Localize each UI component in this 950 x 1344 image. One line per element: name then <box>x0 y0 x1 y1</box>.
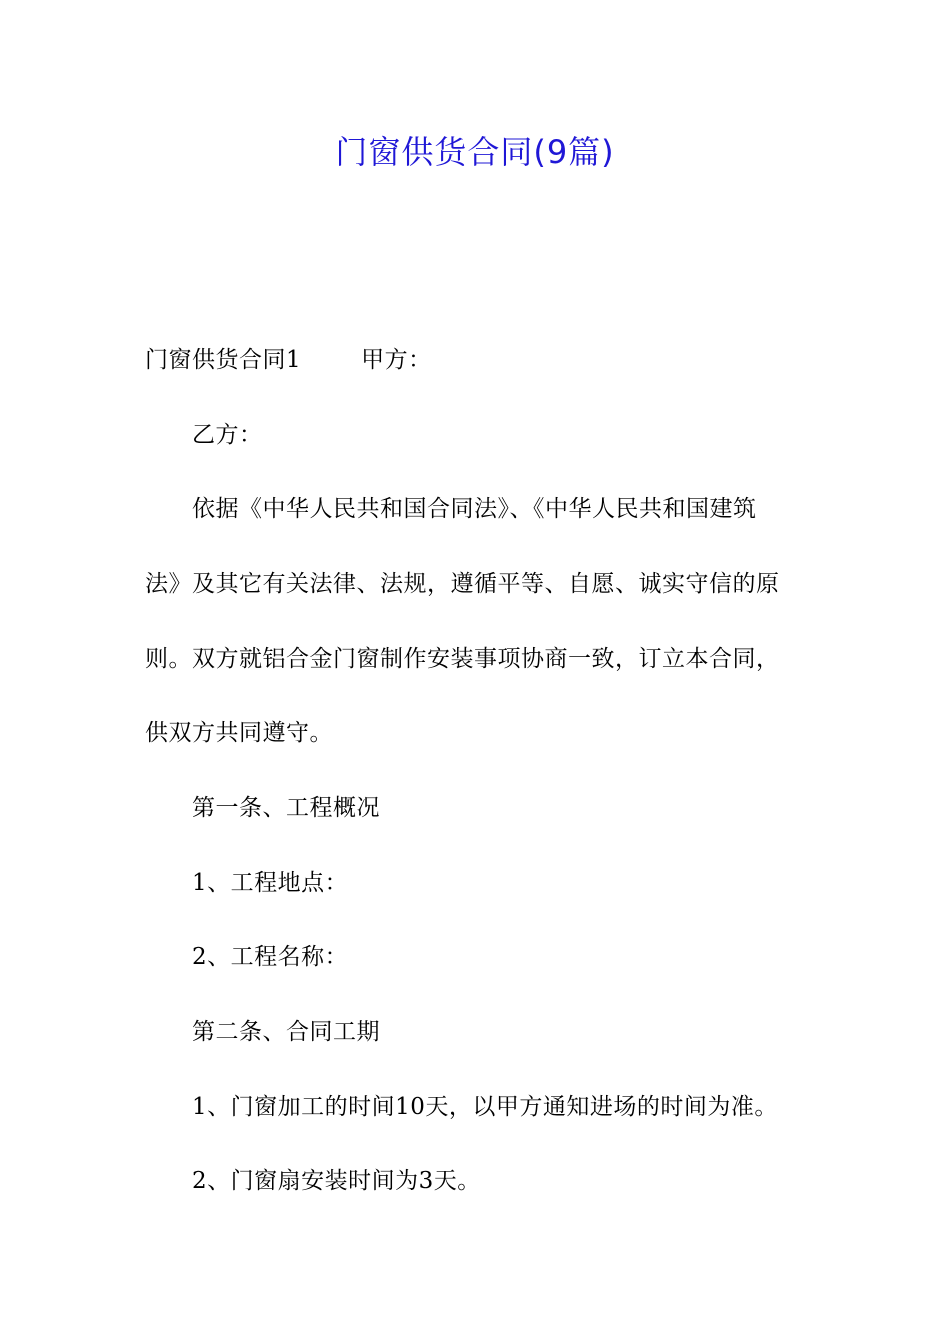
party-a-label: 甲方： <box>361 347 432 373</box>
page-title: 门窗供货合同(9篇) <box>335 133 615 171</box>
paragraph-line-3: 则。双方就铝合金门窗制作安装事项协商一致，订立本合同， <box>145 646 780 672</box>
article-2-item-2: 2、门窗扇安装时间为3天。 <box>192 1168 481 1194</box>
article-2-title: 第二条、合同工期 <box>192 1019 380 1045</box>
contract-label: 门窗供货合同1 <box>145 347 302 373</box>
article-1-item-1: 1、工程地点： <box>192 870 349 896</box>
article-1-title: 第一条、工程概况 <box>192 795 380 821</box>
paragraph-line-2: 法》及其它有关法律、法规，遵循平等、自愿、诚实守信的原 <box>145 571 780 597</box>
party-b-label: 乙方： <box>192 422 263 448</box>
article-1-item-2: 2、工程名称： <box>192 944 349 970</box>
paragraph-line-4: 供双方共同遵守。 <box>145 720 333 746</box>
paragraph-line-1: 依据《中华人民共和国合同法》、《中华人民共和国建筑 <box>192 496 757 522</box>
article-2-item-1: 1、门窗加工的时间10天，以甲方通知进场的时间为准。 <box>192 1094 778 1120</box>
contract-heading-line <box>145 343 825 377</box>
